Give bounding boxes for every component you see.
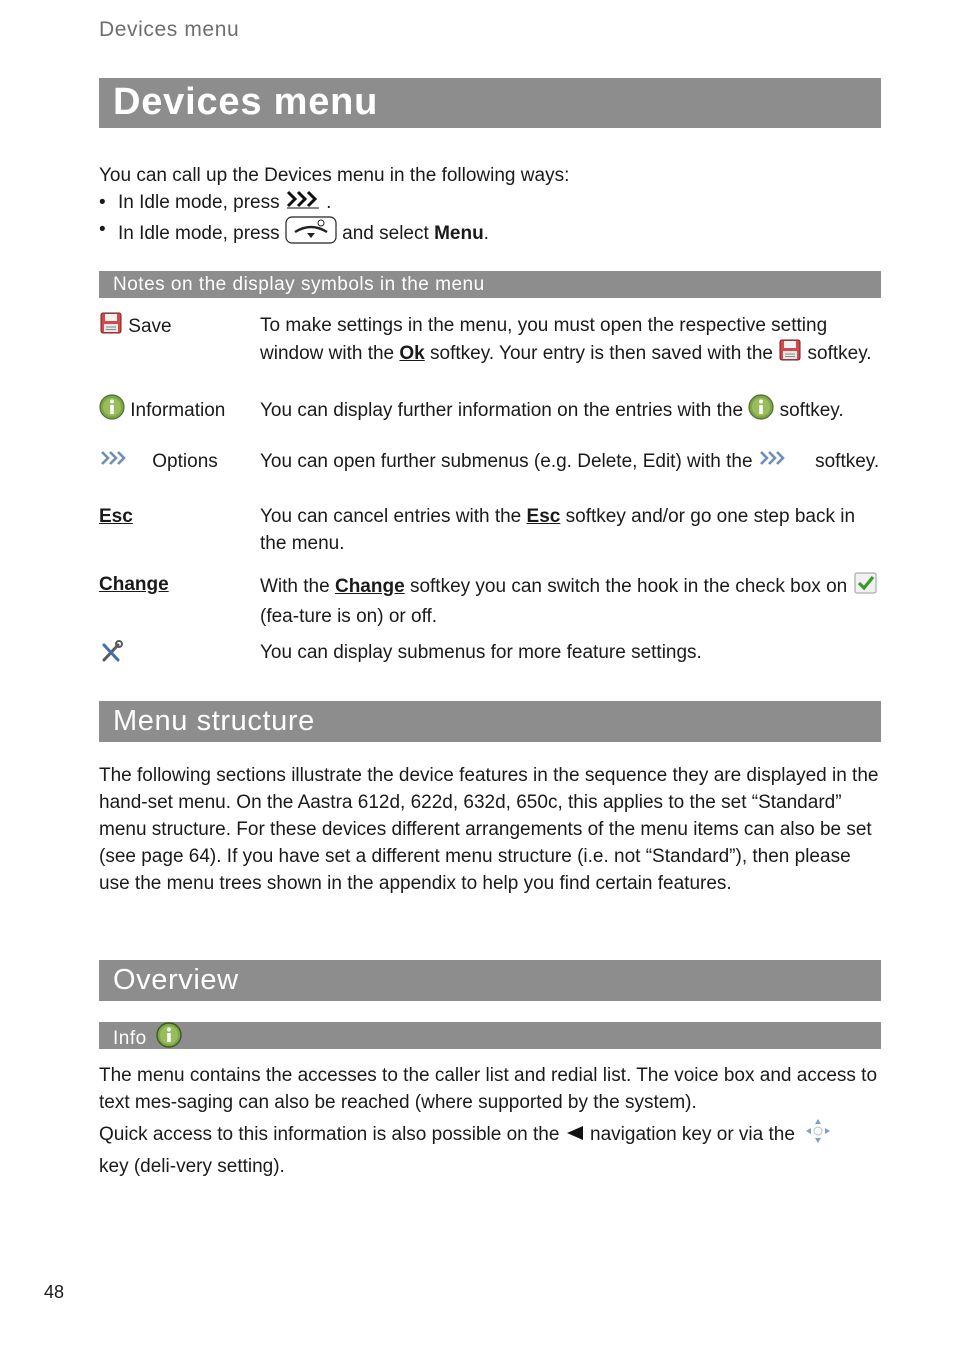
intro-text: You can call up the Devices menu in the following ways:: [99, 165, 570, 186]
check-icon: [853, 571, 879, 603]
options-icon: [758, 448, 788, 476]
bullet-1-prefix: In Idle mode, press: [118, 192, 280, 214]
running-header: Devices menu: [99, 18, 240, 41]
options-icon: [285, 189, 321, 217]
options-desc-part: softkey.: [815, 451, 880, 473]
menu-structure-text: The following sections illustrate the device features in the sequence they are displayed in the hand-set menu. On the Aastra 612d, 622d, 632d, 650c, this applies to the set “Standard” menu structure. For these devices different arrangements of the menu items can also be set (see page 64). If you have set a different menu structure (i.e. not “Standard”), then please use the menu trees shown in the appendix to help you find certain features.: [99, 765, 879, 894]
tools-description: You can display submenus for more feature settings.: [260, 642, 702, 663]
bullet-2-middle: and select: [342, 223, 429, 245]
options-icon: [99, 448, 129, 476]
save-desc-part: softkey. Your entry is then saved with the: [430, 343, 773, 365]
save-icon: [778, 339, 802, 369]
overview-heading: Overview: [99, 960, 881, 1001]
info-desc-part: softkey.: [779, 400, 844, 422]
esc-label: Esc: [99, 506, 133, 527]
navigation-key-icon: [804, 1117, 832, 1153]
menu-keyword: Menu: [434, 223, 484, 245]
bullet-dot: •: [99, 192, 106, 213]
info-desc-part: You can display further information on the entries with the: [260, 400, 744, 422]
ok-softkey-label: Ok: [399, 343, 425, 365]
overview-text-part: key (deli-very setting).: [99, 1156, 285, 1177]
change-label: Change: [99, 574, 169, 595]
menu-structure-heading: Menu structure: [99, 701, 881, 742]
tools-icon: [99, 640, 125, 672]
info-icon: [156, 1022, 182, 1056]
options-description: [260, 448, 880, 476]
save-icon: [99, 312, 123, 342]
overview-text-part: navigation key or via the: [590, 1124, 795, 1146]
options-label: Options: [152, 451, 218, 473]
page-title: Devices menu: [99, 78, 881, 128]
esc-description: [260, 503, 880, 557]
change-softkey-label: Change: [334, 576, 405, 598]
save-desc-part: softkey.: [807, 343, 872, 365]
esc-desc-part: You can cancel entries with the: [260, 506, 522, 527]
info-label: Information: [130, 400, 226, 422]
info-icon: [99, 394, 125, 428]
save-label: Save: [128, 316, 172, 338]
page-number: 48: [44, 1282, 65, 1302]
change-desc-part: softkey you can switch the hook in the check box on: [409, 576, 848, 598]
save-desc-part: To make settings in the menu, you must open the respective setting window with the: [260, 315, 828, 365]
options-desc-part: You can open further submenus (e.g. Delete, Edit) with the: [260, 451, 753, 473]
notes-heading: Notes on the display symbols in the menu: [99, 271, 881, 298]
tools-symbol-row: [99, 640, 125, 672]
info-description: [260, 394, 880, 428]
bullet-2-suffix: .: [483, 223, 489, 245]
change-desc-part: (fea-ture is on) or off.: [260, 606, 438, 627]
esc-softkey-label: Esc: [526, 506, 561, 527]
bullet-dot: •: [99, 219, 106, 240]
info-icon: [748, 394, 774, 428]
info-subheading-label: Info: [113, 1028, 147, 1050]
save-description: [260, 312, 880, 369]
hook-key-icon: [285, 216, 337, 252]
overview-text-2: [99, 1117, 881, 1180]
bullet-2-prefix: In Idle mode, press: [118, 223, 280, 245]
options-symbol-row: [99, 448, 218, 476]
change-desc-part: With the: [260, 576, 330, 598]
overview-text-1: The menu contains the accesses to the caller list and redial list. The voice box and access to text mes-saging can also be reached (where supported by the system).: [99, 1065, 878, 1113]
left-arrow-icon: [565, 1122, 585, 1149]
info-subheading: [99, 1022, 881, 1049]
overview-text-part: Quick access to this information is also possible on the: [99, 1124, 560, 1146]
save-symbol-row: [99, 312, 172, 342]
bullet-1-suffix: .: [326, 192, 332, 214]
esc-desc-part: softkey and/or go one step back in the menu.: [260, 506, 856, 554]
info-symbol-row: [99, 394, 225, 428]
change-description: [260, 571, 880, 630]
